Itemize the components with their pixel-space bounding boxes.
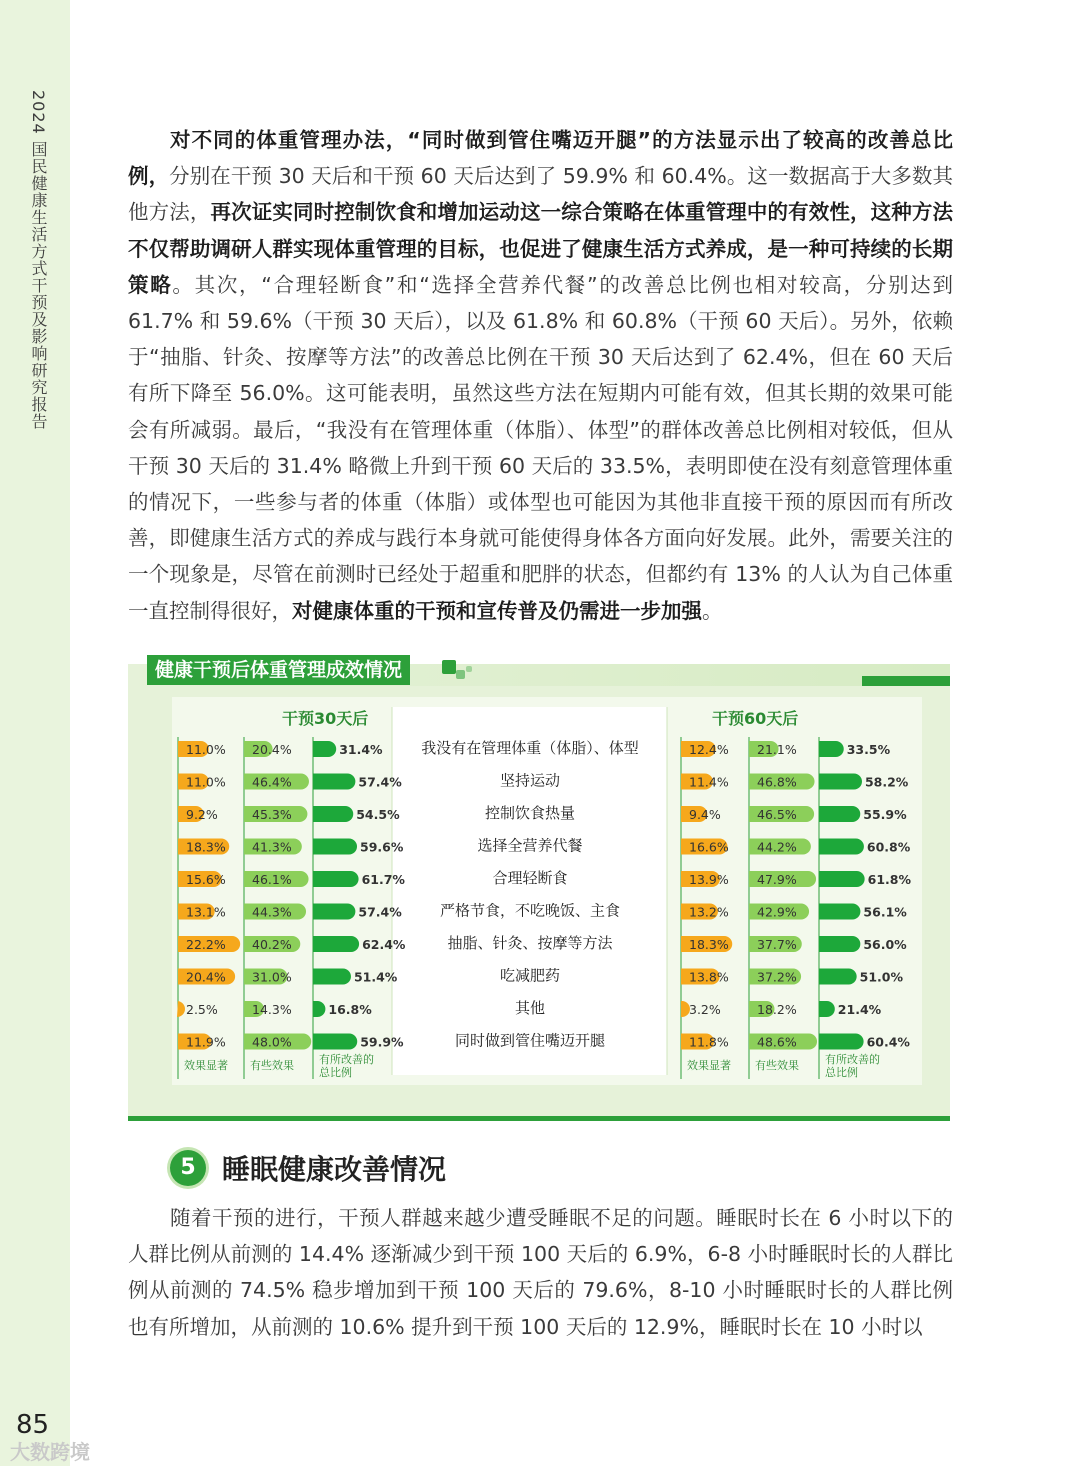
data-label: 46.4% (252, 774, 292, 790)
bar-total (313, 741, 336, 757)
category-label: 合理轻断食 (492, 869, 568, 887)
data-label: 18.3% (689, 937, 729, 952)
bar-total (819, 741, 844, 757)
data-label: 31.0% (252, 969, 292, 985)
bar-total (819, 1034, 864, 1050)
bar-total (819, 936, 860, 952)
bar-total (819, 1001, 835, 1017)
column-label: 效果显著 (184, 1059, 228, 1072)
para1-text-b: 。其次，“合理轻断食”和“选择全营养代餐”的改善总比例也相对较高，分别达到 61.7% 和 59.6%（干预 30 天后），以及 61.8% 和 60.8%（干预 60 天后）。另外，依赖于“抽脂、针灸、按摩等方法”的改善总比例在干预 30 天后达到了 62.4%，但在 60 天后有所下降至 56.0%。这可能表明，虽然这些方法在短期内可能有效，但其长期的效果可能会有所减弱。最后，“我没有在管理体重（体脂）、体型”的群体改善总比例相对较低，但从干预 30 天后的 31.4% 略微上升到干预 60 天后的 33.5%，表明即使在没有刻意管理体重的情况下，一些参与者的体重（体脂）或体型也可能因为其他非直接干预的原因而有所改善，即健康生活方式的养成与践行本身就可能使得身体各方面向好发展。此外，需要关注的一个现象是，尽管在前测时已经处于超重和肥胖的状态，但都约有 13% 的人认为自己体重一直控制得很好， (128, 272, 953, 623)
data-label: 61.8% (867, 872, 912, 887)
category-label: 同时做到管住嘴迈开腿 (454, 1031, 606, 1050)
data-label: 3.2% (689, 1002, 721, 1017)
data-label: 41.3% (252, 839, 292, 855)
data-label: 11.4% (689, 774, 729, 790)
data-label: 51.0% (859, 969, 904, 985)
bar-total (819, 839, 864, 855)
data-label: 61.7% (361, 872, 405, 887)
chart-title: 健康干预后体重管理成效情况 (147, 655, 410, 685)
data-label: 16.6% (689, 839, 729, 855)
data-label: 11.8% (689, 1034, 729, 1050)
column-label: 有些效果 (250, 1059, 294, 1072)
category-label: 其他 (514, 999, 546, 1017)
category-label: 我没有在管理体重（体脂）、体型 (421, 739, 639, 757)
paragraph-weight (128, 122, 953, 629)
data-label: 44.3% (252, 904, 292, 920)
paragraph-sleep: 随着干预的进行，干预人群越来越少遭受睡眠不足的问题。睡眠时长在 6 小时以下的人群比例从前测的 14.4% 逐渐减少到干预 100 天后的 6.9%，6-8 小时睡眠时长的人群比例从前测的 74.5% 稳步增加到干预 100 天后的 79.6%，8-10 小时睡眠时长的人群比例也有所增加，从前测的 10.6% 提升到干预 100 天后的 12.9%，睡眠时长在 10 小时以 (128, 1206, 953, 1339)
data-label: 20.4% (252, 742, 292, 757)
data-label: 37.7% (757, 937, 797, 952)
column-label: 有些效果 (755, 1059, 799, 1072)
data-label: 46.8% (757, 774, 797, 790)
category-label: 坚持运动 (499, 771, 561, 790)
data-label: 51.4% (353, 969, 398, 985)
data-label: 18.3% (186, 839, 226, 855)
data-label: 11.9% (186, 1034, 226, 1050)
data-label: 62.4% (362, 937, 406, 952)
section-title: 睡眠健康改善情况 (222, 1153, 447, 1186)
report-title: 2024 国民健康生活方式干预及影响研究报告 (29, 90, 48, 430)
data-label: 56.0% (863, 937, 907, 952)
data-label: 13.1% (186, 904, 226, 920)
bar-total (819, 969, 857, 985)
data-label: 13.8% (689, 969, 729, 985)
data-label: 60.8% (866, 839, 911, 855)
data-label: 20.4% (186, 969, 226, 985)
data-label: 21.1% (757, 742, 797, 757)
sidebar (0, 0, 70, 1466)
data-label: 9.2% (186, 807, 218, 822)
data-label: 22.2% (186, 937, 226, 952)
data-label: 16.8% (328, 1002, 372, 1017)
chart-header-accent (862, 676, 950, 686)
data-label: 48.0% (252, 1034, 292, 1050)
category-label: 严格节食，不吃晚饭、主食 (439, 901, 621, 920)
para1-text-c: 。 (702, 598, 723, 623)
bar-total (313, 806, 353, 822)
data-label: 54.5% (356, 807, 400, 822)
data-label: 18.2% (757, 1002, 797, 1017)
bar-total (819, 871, 865, 887)
para1-text-a: 分别在干预 30 天后和干预 60 天后达到了 59.9% 和 60.4%。这一数据高于大多数其他方法， (128, 164, 954, 225)
data-label: 14.3% (252, 1002, 292, 1017)
column-label: 总比例 (319, 1066, 352, 1079)
data-label: 46.5% (757, 807, 797, 822)
data-label: 59.9% (360, 1034, 404, 1050)
bar-total (313, 871, 359, 887)
data-label: 48.6% (757, 1034, 797, 1050)
data-label: 57.4% (358, 904, 402, 920)
bar-total (819, 774, 862, 790)
bar-total (313, 1001, 325, 1017)
chart-svg (172, 697, 922, 1085)
title-decoration (466, 666, 472, 672)
bar-total (313, 936, 359, 952)
title-decoration (456, 670, 465, 679)
title-decoration (442, 660, 456, 674)
data-label: 40.2% (252, 937, 292, 952)
data-label: 46.1% (252, 872, 292, 887)
page-number: 85 (16, 1410, 50, 1440)
category-label: 吃减肥药 (499, 966, 561, 985)
data-label: 33.5% (846, 742, 891, 757)
para1-bold-mid: 再次证实同时控制饮食和增加运动这一综合策略在体重管理中的有效性，这种方法不仅帮助调研人群实现体重管理的目标，也促进了健康生活方式养成，是一种可持续的长期策略 (128, 200, 954, 297)
bar-total (313, 904, 355, 920)
bar-total (819, 904, 860, 920)
data-label: 37.2% (757, 969, 797, 985)
data-label: 44.2% (757, 839, 797, 855)
data-label: 31.4% (339, 742, 383, 757)
data-label: 60.4% (866, 1034, 910, 1050)
data-label: 47.9% (757, 872, 797, 887)
data-label: 9.4% (689, 807, 721, 822)
column-label: 有所改善的 (825, 1053, 880, 1066)
bar-total (313, 1034, 357, 1050)
section-number-badge: 5 (170, 1150, 206, 1186)
para1-bold-open: 对不同的体重管理办法，“同时做到管住嘴迈开腿”的方法显示出了较高的改善总比例， (128, 128, 953, 189)
watermark: 大数跨境 (10, 1440, 90, 1464)
bar-significant (177, 1001, 185, 1017)
category-label: 抽脂、针灸、按摩等方法 (447, 934, 613, 952)
data-label: 56.1% (863, 904, 907, 920)
data-label: 45.3% (252, 807, 292, 822)
data-label: 13.9% (689, 872, 729, 887)
bar-total (819, 806, 860, 822)
data-label: 59.6% (360, 839, 404, 855)
group-header: 干预60天后 (712, 709, 799, 728)
data-label: 21.4% (837, 1002, 882, 1017)
data-label: 11.0% (186, 742, 226, 757)
bar-total (313, 839, 357, 855)
data-label: 15.6% (186, 872, 226, 887)
column-label: 有所改善的 (319, 1053, 374, 1066)
data-label: 55.9% (863, 807, 907, 822)
data-label: 2.5% (186, 1002, 218, 1017)
data-label: 42.9% (757, 904, 797, 920)
bar-total (313, 774, 355, 790)
data-label: 57.4% (358, 774, 402, 790)
category-label: 选择全营养代餐 (477, 836, 583, 855)
data-label: 58.2% (864, 774, 909, 790)
data-label: 12.4% (689, 742, 729, 757)
category-label: 控制饮食热量 (484, 804, 576, 822)
bar-total (313, 969, 351, 985)
chart-center-panel (392, 707, 667, 1075)
group-header: 干预30天后 (282, 709, 369, 728)
column-label: 效果显著 (687, 1059, 731, 1072)
chart-area (172, 697, 922, 1085)
column-label: 总比例 (825, 1066, 858, 1079)
data-label: 11.0% (186, 774, 226, 790)
para1-bold-close: 对健康体重的干预和宣传普及仍需进一步加强 (292, 598, 702, 623)
data-label: 13.2% (689, 904, 729, 920)
